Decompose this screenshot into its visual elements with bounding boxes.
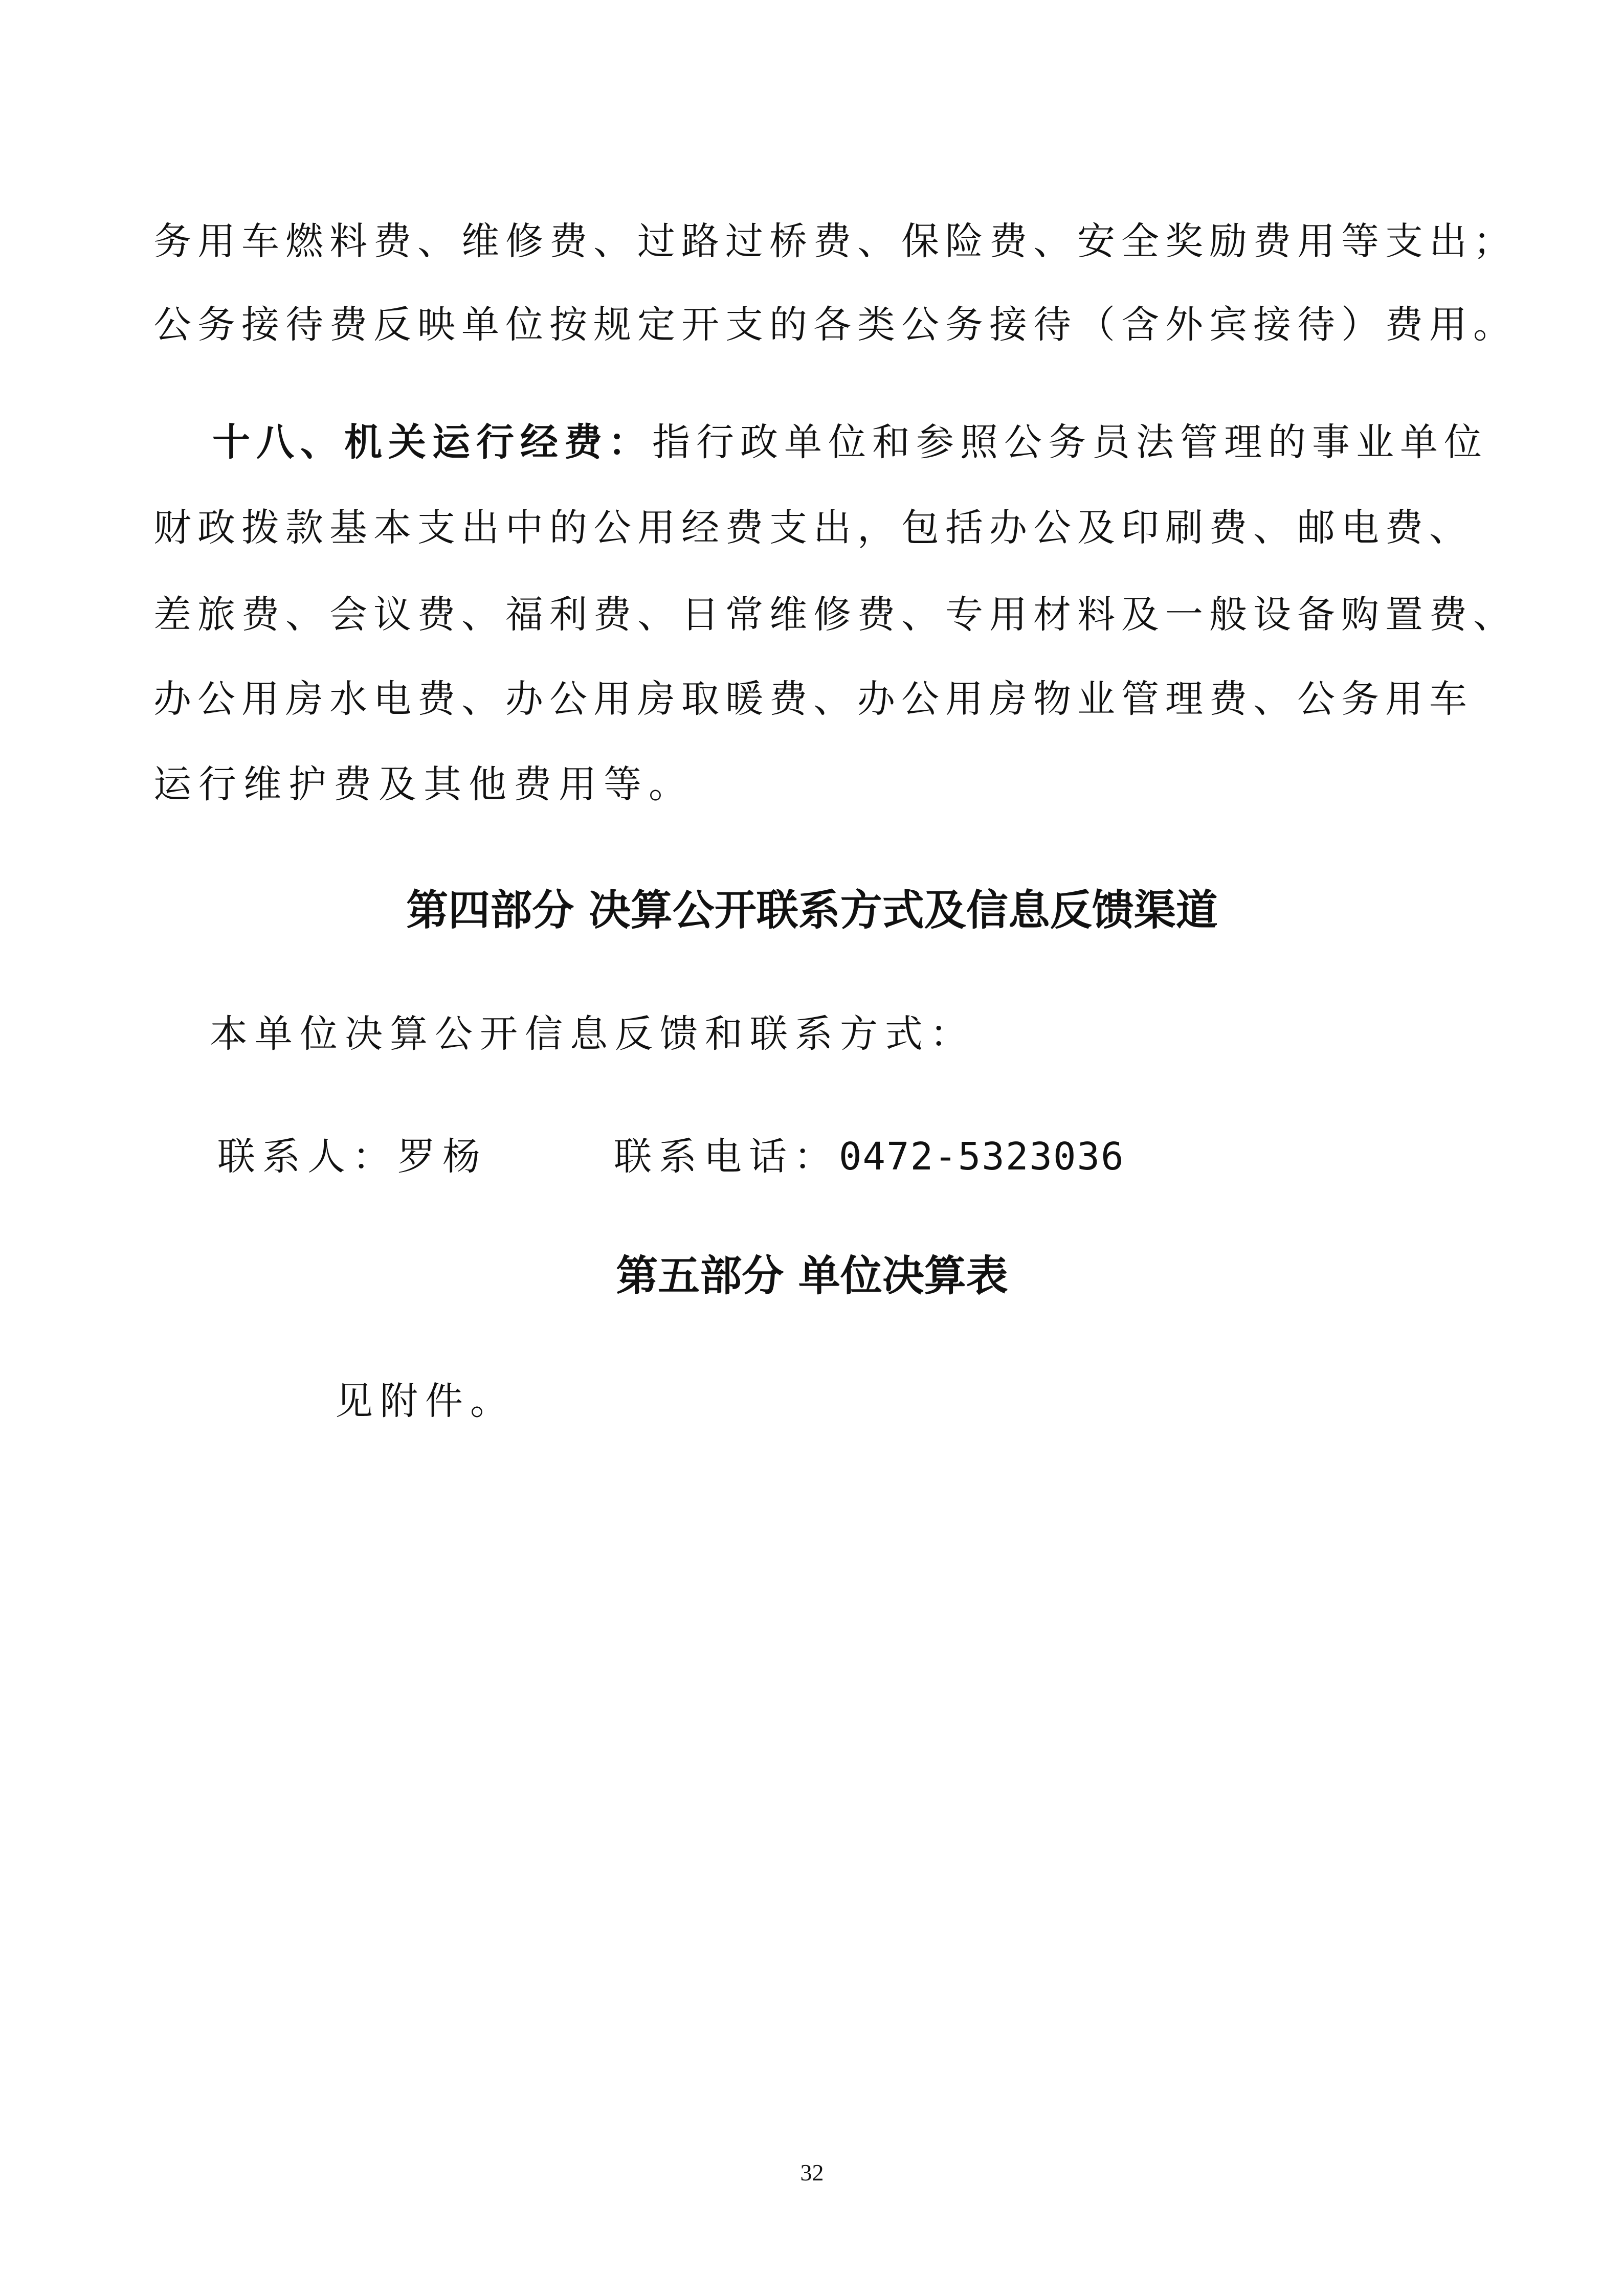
paragraph-line: 运行维护费及其他费用等。: [153, 762, 694, 806]
phone-number: 0472-5323036: [839, 1135, 1125, 1179]
phone-label: 联系电话：: [614, 1135, 839, 1179]
contact-phone: [614, 1135, 1125, 1179]
section-18-term: 十八、机关运行经费：: [212, 420, 652, 464]
paragraph-line: 公务接待费反映单位按规定开支的各类公务接待（含外宾接待）费用。: [153, 303, 1517, 347]
part4-heading: 第四部分 决算公开联系方式及信息反馈渠道: [406, 886, 1218, 935]
paragraph-line: 差旅费、会议费、福利费、日常维修费、专用材料及一般设备购置费、: [153, 593, 1517, 637]
attachment-note: 见附件。: [335, 1379, 515, 1423]
contact-intro: 本单位决算公开信息反馈和联系方式：: [210, 1012, 975, 1056]
section-18-first-line: [212, 420, 1488, 464]
contact-person: [217, 1135, 487, 1179]
part5-heading: 第五部分 单位决算表: [616, 1252, 1008, 1300]
paragraph-line: 办公用房水电费、办公用房取暖费、办公用房物业管理费、公务用车: [153, 677, 1473, 721]
section-18-text: 指行政单位和参照公务员法管理的事业单位: [652, 420, 1488, 464]
contact-label: 联系人：: [217, 1135, 397, 1179]
paragraph-line: 务用车燃料费、维修费、过路过桥费、保险费、安全奖励费用等支出；: [153, 219, 1517, 263]
page-number: 32: [800, 2159, 824, 2186]
contact-name: 罗杨: [397, 1135, 487, 1179]
paragraph-line: 财政拨款基本支出中的公用经费支出，包括办公及印刷费、邮电费、: [153, 506, 1473, 550]
